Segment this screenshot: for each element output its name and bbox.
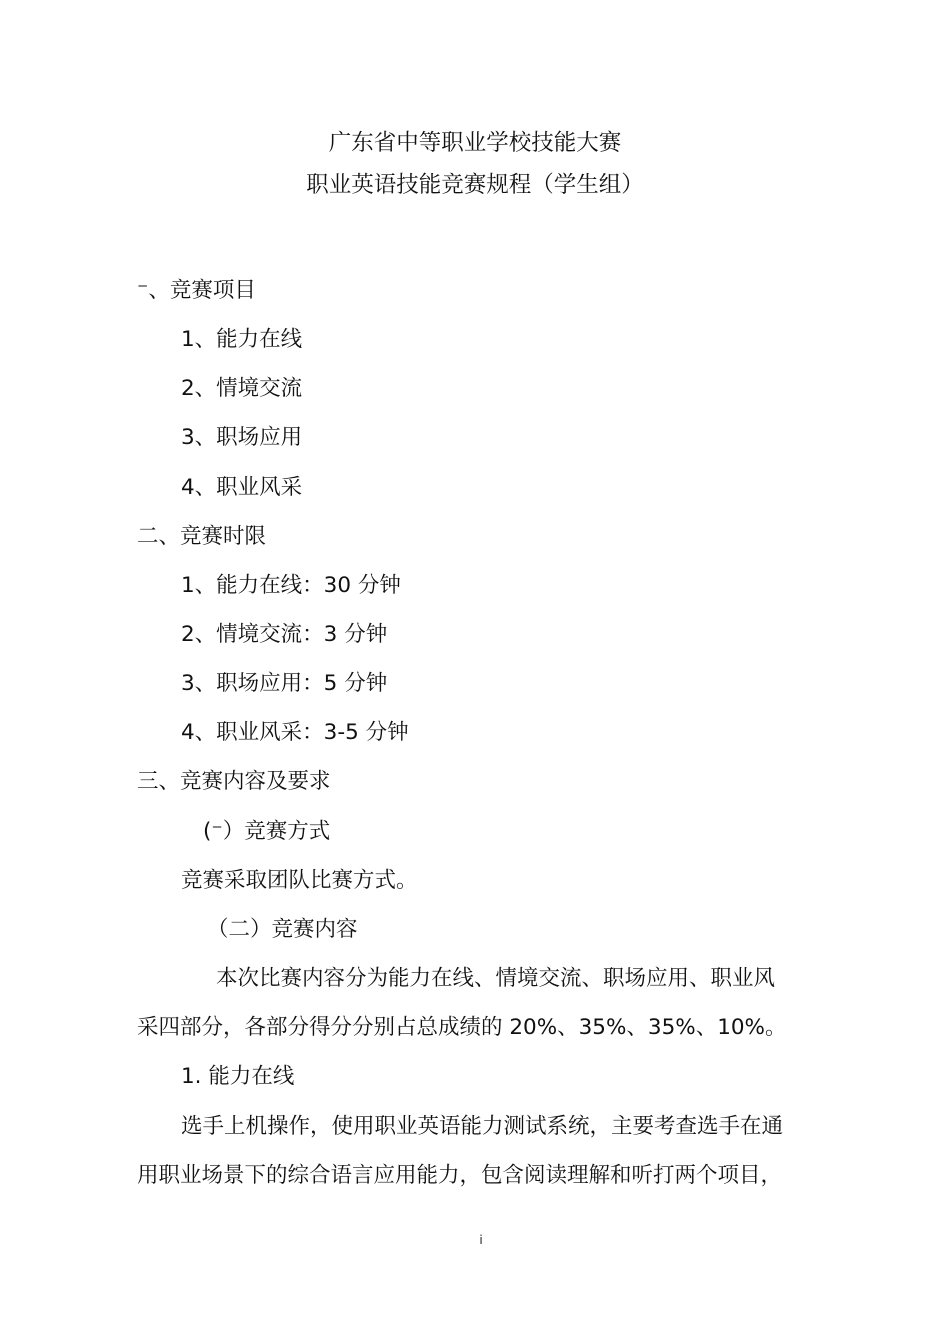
section-2-item-4: 4、职业风采：3-5 分钟 <box>181 720 409 745</box>
item-1-paragraph-line-1: 选手上机操作，使用职业英语能力测试系统，主要考查选手在通 <box>181 1114 784 1139</box>
item-1-heading: 1. 能力在线 <box>181 1064 295 1089</box>
document-title-line-1: 广东省中等职业学校技能大赛 <box>328 130 622 156</box>
subsection-1-text: 竞赛采取团队比赛方式。 <box>181 868 418 893</box>
subsection-1-heading: (⁻）竞赛方式 <box>203 819 331 844</box>
section-2-item-3: 3、职场应用：5 分钟 <box>181 671 388 696</box>
section-1-heading: ⁻、竞赛项目 <box>137 278 256 303</box>
subsection-2-heading: （二）竞赛内容 <box>207 917 358 942</box>
subsection-2-paragraph-line-2: 采四部分，各部分得分分别占总成绩的 20%、35%、35%、10%。 <box>137 1015 787 1040</box>
page-number: i <box>479 1233 483 1247</box>
section-2-item-2: 2、情境交流：3 分钟 <box>181 622 388 647</box>
section-2-item-1: 1、能力在线：30 分钟 <box>181 573 401 598</box>
section-1-item-2: 2、情境交流 <box>181 376 303 401</box>
item-1-paragraph-line-2: 用职业场景下的综合语言应用能力，包含阅读理解和听打两个项目， <box>137 1163 783 1188</box>
section-1-item-4: 4、职业风采 <box>181 475 303 500</box>
subsection-2-paragraph-line-1: 本次比赛内容分为能力在线、情境交流、职场应用、职业风 <box>216 966 776 991</box>
section-1-item-1: 1、能力在线 <box>181 327 303 352</box>
section-2-heading: 二、竞赛时限 <box>137 524 267 549</box>
section-1-item-3: 3、职场应用 <box>181 425 303 450</box>
document-title-line-2: 职业英语技能竞赛规程（学生组） <box>306 172 644 198</box>
section-3-heading: 三、竞赛内容及要求 <box>137 769 331 794</box>
